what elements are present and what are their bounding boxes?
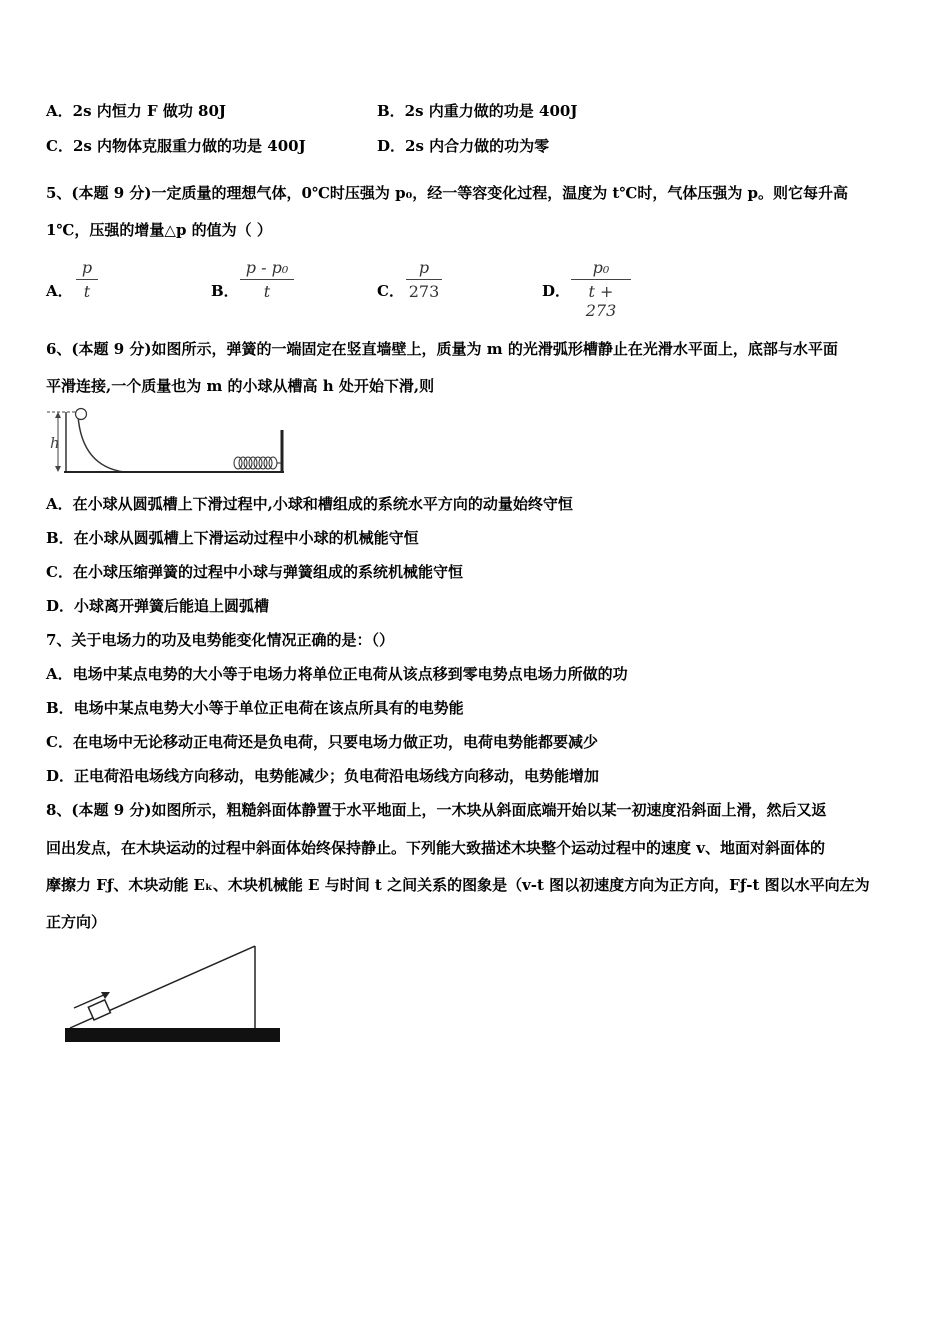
- q5-option-a-fraction: [76, 258, 98, 301]
- q5-option-d-label: D．: [542, 282, 571, 300]
- q8-figure-incline-block: [60, 942, 285, 1052]
- q5-option-b-numerator: p - p₀: [245, 258, 289, 277]
- q4-option-b: B．2s 内重力做的功是 400J: [377, 102, 578, 120]
- spring: [234, 457, 281, 469]
- q5-option-c-label: C．: [377, 282, 404, 300]
- slot-arc: [78, 416, 124, 472]
- ball: [76, 409, 87, 420]
- q8-stem-line2: 回出发点，在木块运动的过程中斜面体始终保持静止。下列能大致描述木块整个运动过程中的速度 v、地面对斜面体的: [46, 839, 825, 857]
- q6-option-a: A．在小球从圆弧槽上下滑过程中,小球和槽组成的系统水平方向的动量始终守恒: [46, 495, 573, 513]
- q4-option-a: A．2s 内恒力 F 做功 80J: [46, 102, 227, 120]
- q8-stem-line1: 8、(本题 9 分)如图所示，粗糙斜面体静置于水平地面上，一木块从斜面底端开始以某一初速度沿斜面上滑，然后又返: [46, 801, 827, 819]
- q6-option-d: D．小球离开弹簧后能追上圆弧槽: [46, 597, 270, 615]
- q6-option-b: B．在小球从圆弧槽上下滑运动过程中小球的机械能守恒: [46, 529, 419, 547]
- ground-bar: [65, 1028, 280, 1042]
- q5-option-a-label: A．: [46, 282, 73, 300]
- q6-option-c: C．在小球压缩弹簧的过程中小球与弹簧组成的系统机械能守恒: [46, 563, 463, 581]
- q8-stem-line3: 摩擦力 Fƒ、木块动能 Eₖ、木块机械能 E 与时间 t 之间关系的图象是（v-t 图以初速度方向为正方向，Fƒ-t 图以水平向左为: [46, 876, 870, 894]
- q5-option-c-fraction: [406, 258, 442, 301]
- q6-stem-line1: 6、(本题 9 分)如图所示，弹簧的一端固定在竖直墙壁上，质量为 m 的光滑弧形槽静止在光滑水平面上，底部与水平面: [46, 340, 838, 358]
- q5-option-b-fraction: [240, 258, 294, 301]
- q6-figure-slope-spring: [44, 406, 289, 478]
- q5-option-d-fraction: [571, 258, 631, 320]
- q5-option-a-denominator: t: [83, 282, 91, 301]
- q5-option-c-denominator: 273: [408, 282, 440, 301]
- q7-option-c: C．在电场中无论移动正电荷还是负电荷，只要电场力做正功，电荷电势能都要减少: [46, 733, 598, 751]
- q4-option-c: C．2s 内物体克服重力做的功是 400J: [46, 137, 306, 155]
- q5-option-d-numerator: p₀: [592, 258, 610, 277]
- height-arrow-head-top: [55, 412, 61, 418]
- height-label: h: [50, 434, 60, 452]
- q8-stem-line4: 正方向）: [46, 913, 107, 931]
- q7-option-d: D．正电荷沿电场线方向移动，电势能减少；负电荷沿电场线方向移动，电势能增加: [46, 767, 600, 785]
- q5-option-c-numerator: p: [418, 258, 430, 277]
- height-arrow-head-bottom: [55, 466, 61, 472]
- q5-option-b-label: B．: [211, 282, 239, 300]
- q6-stem-line2: 平滑连接,一个质量也为 m 的小球从槽高 h 处开始下滑,则: [46, 377, 435, 395]
- q7-stem: 7、关于电场力的功及电势能变化情况正确的是：（）: [46, 631, 394, 649]
- q5-stem-line2: 1℃，压强的增量△p 的值为（ ）: [46, 221, 272, 239]
- q5-option-b-denominator: t: [263, 282, 271, 301]
- q7-option-b: B．电场中某点电势大小等于单位正电荷在该点所具有的电势能: [46, 699, 464, 717]
- q7-option-a: A．电场中某点电势的大小等于电场力将单位正电荷从该点移到零电势点电场力所做的功: [46, 665, 628, 683]
- q5-stem-line1: 5、(本题 9 分)一定质量的理想气体，0℃时压强为 p₀，经一等容变化过程，温度为 t℃时，气体压强为 p。则它每升高: [46, 184, 849, 202]
- block: [88, 1000, 110, 1020]
- q5-option-a-numerator: p: [81, 258, 93, 277]
- q4-option-d: D．2s 内合力做的功为零: [377, 137, 550, 155]
- q5-option-d-denominator: t + 273: [585, 282, 617, 320]
